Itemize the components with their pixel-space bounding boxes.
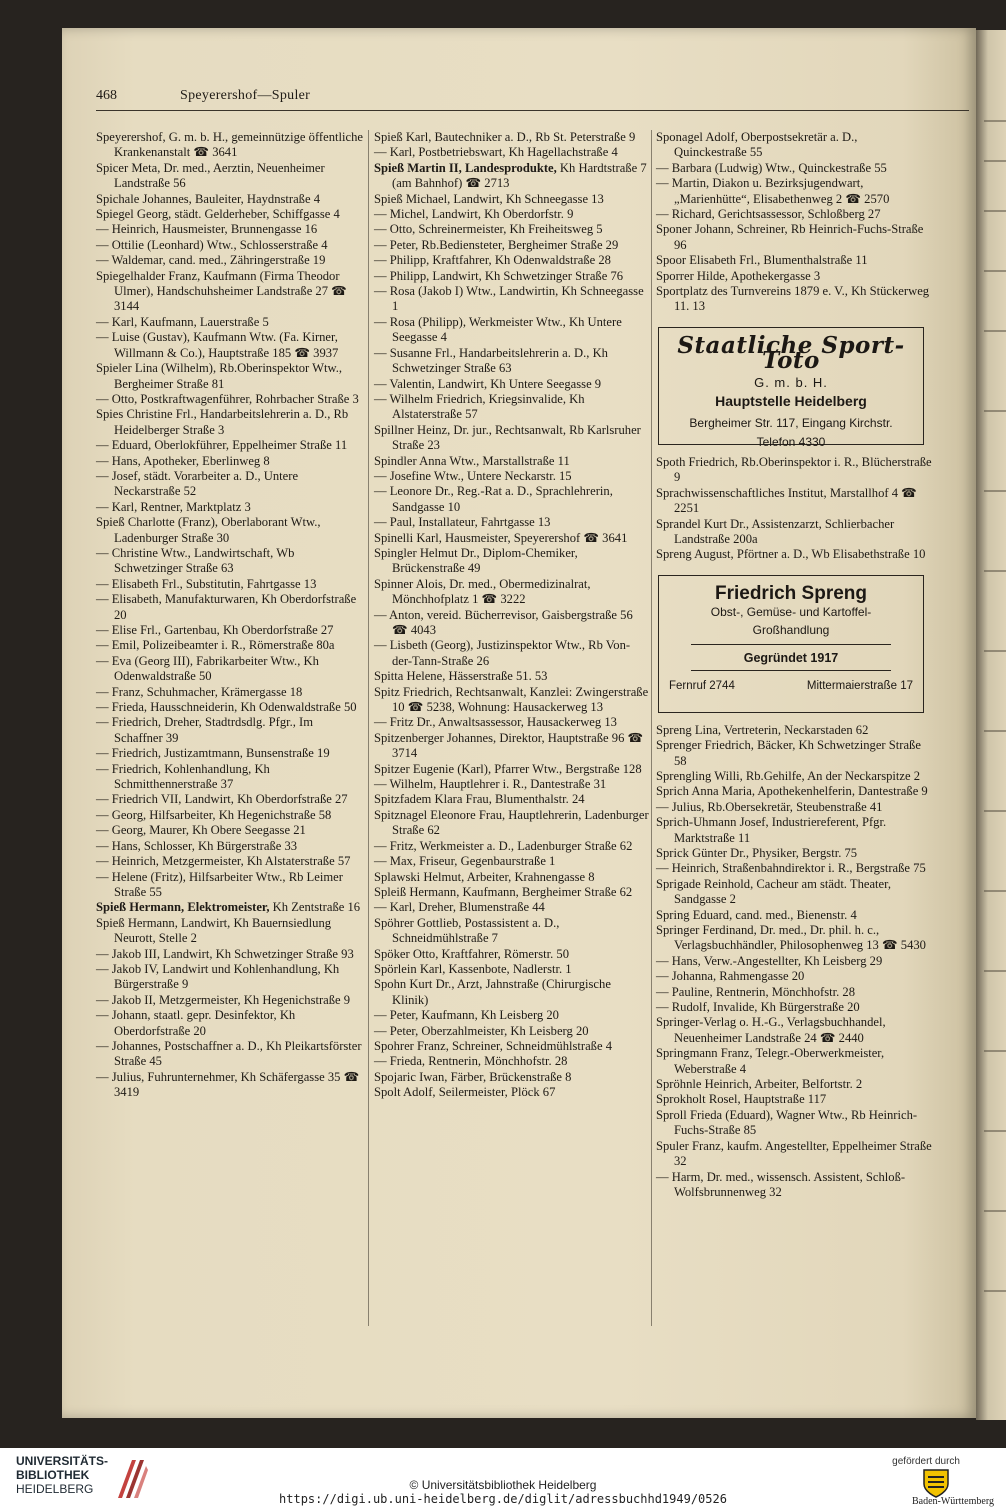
directory-entry: — Otto, Schreinermeister, Kh Freiheitsweg 5 [374,222,603,237]
directory-entry: — Friedrich VII, Landwirt, Kh Oberdorfstraße 27 [96,792,348,807]
directory-entry: Spichale Johannes, Bauleiter, Haydnstraße 4 [96,191,321,206]
directory-entry: Spieler Lina (Wilhelm), Rb.Oberinspektor Wtw., Bergheimer Straße 81 [96,361,343,391]
directory-entry: — Peter, Rb.Bediensteter, Bergheimer Straße 29 [374,237,619,252]
directory-entry: Spörlein Karl, Kassenbote, Nadlerstr. 1 [374,961,572,976]
directory-entry: — Heinrich, Hausmeister, Brunnengasse 16 [96,222,318,237]
directory-entry: Sporrer Hilde, Apothekergasse 3 [656,268,821,283]
directory-entry: — Hans, Schlosser, Kh Bürgerstraße 33 [96,838,298,853]
ad-phone: Fernruf 2744 [669,680,735,693]
directory-entry: — Philipp, Landwirt, Kh Schwetzinger Straße 76 [374,268,624,283]
ad-description-1: Obst-, Gemüse- und Kartoffel- [710,605,872,620]
directory-entry: — Eva (Georg III), Fabrikarbeiter Wtw., Kh Odenwaldstraße 50 [96,653,319,684]
directory-entry: Spröhnle Heinrich, Arbeiter, Belfortstr. 2 [656,1077,863,1092]
directory-entry: Sprich Anna Maria, Apothekenhelferin, Dantestraße 9 [656,784,928,799]
directory-entry: Spinner Alois, Dr. med., Obermedizinalrat, Mönchhofplatz 1 ☎ 3222 [374,576,591,607]
column-3-bottom-list [656,723,932,1201]
directory-entry: — Leonore Dr., Reg.-Rat a. D., Sprachlehrerin, Sandgasse 10 [374,484,613,514]
entry-bold-name: Spieß Martin II, Landesprodukte, [374,160,557,175]
directory-entry: — Elisabeth Frl., Substitutin, Fahrtgasse 13 [96,576,317,591]
directory-entry: — Helene (Fritz), Hilfsarbeiter Wtw., Rb Leimer Straße 55 [96,869,343,899]
ad-address: Bergheimer Str. 117, Eingang Kirchstr. [689,415,893,430]
entry-bold-name: Spieß Hermann, Elektromeister, [96,900,270,915]
directory-entry: Spreng Lina, Vertreterin, Neckarstaden 62 [656,722,869,737]
directory-entry [374,161,650,192]
directory-entry: — Pauline, Rentnerin, Mönchhofstr. 28 [656,984,856,999]
directory-entry: Spitta Helene, Hässerstraße 51. 53 [374,669,548,684]
directory-entry: — Karl, Rentner, Marktplatz 3 [96,499,251,514]
directory-entry: — Friedrich, Justizamtmann, Bunsenstraße 19 [96,746,330,761]
directory-entry: — Johannes, Postschaffner a. D., Kh Pleikartsförster Straße 45 [96,1038,362,1069]
directory-entry: — Waldemar, cand. med., Zähringerstraße 19 [96,253,326,268]
directory-entry: Spolt Adolf, Seilermeister, Plöck 67 [374,1085,556,1100]
directory-entry: Spieß Michael, Landwirt, Kh Schneegasse 13 [374,191,604,206]
directory-entry: — Karl, Kaufmann, Lauerstraße 5 [96,314,269,329]
ad-contact [659,671,923,694]
directory-entry: — Ottilie (Leonhard) Wtw., Schlosserstraße 4 [96,237,328,252]
directory-entry: Spiegelhalder Franz, Kaufmann (Firma Theodor Ulmer), Handschuhsheimer Landstraße 27 ☎ 3144 [96,268,347,314]
ad-office: Hauptstelle Heidelberg [715,393,867,410]
directory-entry: — Christine Wtw., Landwirtschaft, Wb Schwetzinger Straße 63 [96,545,295,576]
column-3 [656,130,932,1200]
viewer-footer [0,1448,1006,1506]
permalink-url[interactable]: https://digi.ub.uni-heidelberg.de/diglit/adressbuchhd1949/0526 [279,1492,727,1506]
directory-entry: Spojaric Iwan, Färber, Brückenstraße 8 [374,1069,572,1084]
directory-entry: — Wilhelm Friedrich, Kriegsinvalide, Kh Alstaterstraße 57 [374,391,585,422]
directory-entry: — Julius, Fuhrunternehmer, Kh Schäfergasse 35 ☎ 3419 [96,1069,360,1100]
directory-entry: Spieß Hermann, Landwirt, Kh Bauernsiedlung Neurott, Stelle 2 [96,915,332,946]
directory-entry: — Karl, Postbetriebswart, Kh Hagellachstraße 4 [374,145,618,160]
directory-entry: Spreng August, Pförtner a. D., Wb Elisabethstraße 10 [656,547,926,562]
directory-entry: Spicer Meta, Dr. med., Aerztin, Neuenheimer Landstraße 56 [96,160,325,191]
directory-entry: — Josef, städt. Vorarbeiter a. D., Untere Neckarstraße 52 [96,468,299,499]
directory-entry: Sponer Johann, Schreiner, Rb Heinrich-Fuchs-Straße 96 [656,222,924,252]
directory-entry: Spitzenberger Johannes, Direktor, Hauptstraße 96 ☎ 3714 [374,730,644,761]
directory-entry: Spieß Charlotte (Franz), Oberlaborant Wtw., Ladenburger Straße 30 [96,515,321,545]
directory-entry: Spies Christine Frl., Handarbeitslehrerin a. D., Rb Heidelberger Straße 3 [96,407,349,437]
directory-entry: Sportplatz des Turnvereins 1879 e. V., Kh Stückerweg 11. 13 [656,284,930,314]
directory-entry: — Michel, Landwirt, Kh Oberdorfstr. 9 [374,207,574,222]
directory-entry: — Johann, staatl. gepr. Desinfektor, Kh Oberdorfstraße 20 [96,1008,296,1038]
directory-entry: — Emil, Polizeibeamter i. R., Römerstraße 80a [96,638,335,653]
directory-entry: Sprenger Friedrich, Bäcker, Kh Schwetzinger Straße 58 [656,738,921,768]
directory-entry: Sprigade Reinhold, Cacheur am städt. Theater, Sandgasse 2 [656,876,891,907]
running-title: Speyerershof—Spuler [180,88,311,103]
directory-entry: — Luise (Gustav), Kaufmann Wtw. (Fa. Kirner, Willmann & Co.), Hauptstraße 185 ☎ 3937 [96,330,339,360]
directory-entry: — Paul, Installateur, Fahrtgasse 13 [374,515,551,530]
entry-rest: Kh Zentstraße 16 [269,900,361,915]
directory-entry: Spöhrer Gottlieb, Postassistent a. D., Schneidmühlstraße 7 [374,915,560,946]
directory-entry: — Max, Friseur, Gegenbaurstraße 1 [374,854,556,869]
adjacent-page-edge [976,30,1006,1420]
directory-entry: — Wilhelm, Hauptlehrer i. R., Dantestraße 31 [374,777,607,792]
baden-wuerttemberg-coat-of-arms-icon [920,1468,952,1498]
directory-entry: Spöker Otto, Kraftfahrer, Römerstr. 50 [374,946,569,961]
directory-entry: Sprich-Uhmann Josef, Industriereferent, Pfgr. Marktstraße 11 [656,815,887,845]
directory-entry: — Heinrich, Metzgermeister, Kh Alstaterstraße 57 [96,854,351,869]
directory-entry: Sproll Frieda (Eduard), Wagner Wtw., Rb Heinrich-Fuchs-Straße 85 [656,1107,918,1138]
directory-entry: Spleiß Hermann, Kaufmann, Bergheimer Straße 62 [374,884,633,899]
copyright-notice: © Universitätsbibliothek Heidelberg [409,1478,597,1492]
directory-entry: Sprandel Kurt Dr., Assistenzarzt, Schlierbacher Landstraße 200a [656,516,895,546]
directory-entry: — Frieda, Hausschneiderin, Kh Odenwaldstraße 50 [96,700,357,715]
directory-entry: — Harm, Dr. med., wissensch. Assistent, Schloß-Wolfsbrunnenweg 32 [656,1169,906,1199]
directory-entry: Sprick Günter Dr., Physiker, Bergstr. 75 [656,845,858,860]
directory-entry: Spoth Friedrich, Rb.Oberinspektor i. R., Blücherstraße 9 [656,454,932,485]
directory-entry: Spindler Anna Wtw., Marstallstraße 11 [374,453,570,468]
directory-entry: — Richard, Gerichtsassessor, Schloßberg 27 [656,207,881,222]
ad-company-form: G. m. b. H. [754,374,828,390]
directory-entry: — Susanne Frl., Handarbeitslehrerin a. D., Kh Schwetzinger Straße 63 [374,345,608,376]
directory-entry: Springmann Franz, Telegr.-Oberwerkmeister, Weberstraße 4 [656,1046,885,1076]
column-1 [96,130,364,1101]
directory-entry: Springer Ferdinand, Dr. med., Dr. phil. h. c., Verlagsbuchhändler, Philosophenweg 13 ☎ 5430 [656,923,926,953]
column-divider [651,130,652,1326]
directory-entry: — Hans, Verw.-Angestellter, Kh Leisberg 29 [656,953,883,968]
directory-entry: — Anton, vereid. Bücherrevisor, Gaisbergstraße 56 ☎ 4043 [374,607,633,637]
directory-entry: — Georg, Hilfsarbeiter, Kh Hegenichstraße 58 [96,807,332,822]
ad-title: Staatliche Sport-Toto [677,331,905,375]
ad-address: Mittermaierstraße 17 [806,680,913,693]
directory-entry: — Jakob IV, Landwirt und Kohlenhandlung, Kh Bürgerstraße 9 [96,961,340,992]
state-label: Baden-Württemberg [911,1496,994,1507]
ad-title: Friedrich Spreng [714,582,868,604]
entry-rest: Kh Hardtstraße 7 (am Bahnhof) ☎ 2713 [392,160,647,191]
directory-entry: — Eduard, Oberlokführer, Eppelheimer Straße 11 [96,438,348,453]
directory-entry: Spitzfadem Klara Frau, Blumenthalstr. 24 [374,792,585,807]
directory-entry: Sprachwissenschaftliches Institut, Marstallhof 4 ☎ 2251 [656,485,917,516]
column-3-top-list [656,130,932,315]
directory-entry: Spiegel Georg, städt. Gelderheber, Schiffgasse 4 [96,207,340,222]
directory-entry: Speyerershof, G. m. b. H., gemeinnützige öffentliche Krankenanstalt ☎ 3641 [96,130,363,160]
directory-entry: Spohn Kurt Dr., Arzt, Jahnstraße (Chirurgische Klinik) [374,977,611,1007]
directory-entry: — Barbara (Ludwig) Wtw., Quinckestraße 55 [656,160,887,175]
directory-entry: — Georg, Maurer, Kh Obere Seegasse 21 [96,823,306,838]
directory-entry: — Karl, Dreher, Blumenstraße 44 [374,900,545,915]
directory-entry: Spitz Friedrich, Rechtsanwalt, Kanzlei: Zwingerstraße 10 ☎ 5238, Wohnung: Hausackerweg 13 [374,684,649,715]
directory-entry: — Julius, Rb.Obersekretär, Steubenstraße 41 [656,799,883,814]
directory-entry: — Fritz Dr., Anwaltsassessor, Hausackerweg 13 [374,715,617,730]
directory-entry: Spingler Helmut Dr., Diplom-Chemiker, Brückenstraße 49 [374,545,578,576]
directory-entry: Spillner Heinz, Dr. jur., Rechtsanwalt, Rb Karlsruher Straße 23 [374,422,641,453]
directory-entry: Spitznagel Eleonore Frau, Hauptlehrerin, Ladenburger Straße 62 [374,807,649,838]
directory-entry: — Otto, Postkraftwagenführer, Rohrbacher Straße 3 [96,391,359,406]
directory-entry: — Elisabeth, Manufakturwaren, Kh Oberdorfstraße 20 [96,592,357,622]
directory-entry: — Hans, Apotheker, Eberlinweg 8 [96,453,270,468]
advertisement-sport-toto [658,327,924,449]
ad-description-2: Großhandlung [752,622,830,637]
directory-entry: — Valentin, Landwirt, Kh Untere Seegasse 9 [374,376,602,391]
logo-text-line-3: HEIDELBERG [16,1482,94,1496]
directory-entry: — Peter, Kaufmann, Kh Leisberg 20 [374,1008,559,1023]
directory-entry: Splawski Helmut, Arbeiter, Krahnengasse 8 [374,869,595,884]
logo-text-line-2: BIBLIOTHEK [16,1468,90,1482]
advertisement-spreng [658,575,924,713]
directory-entry: Spoor Elisabeth Frl., Blumenthalstraße 11 [656,253,868,268]
ad-founded: Gegründet 1917 [743,650,839,665]
directory-entry: — Franz, Schuhmacher, Krämergasse 18 [96,684,303,699]
directory-entry [96,900,364,915]
column-divider [368,130,369,1326]
ad-divider [691,644,891,645]
directory-entry: — Rudolf, Invalide, Kh Bürgerstraße 20 [656,1000,860,1015]
directory-entry: — Friedrich, Dreher, Stadtrdsdlg. Pfgr., Im Schaffner 39 [96,715,314,745]
directory-entry: — Heinrich, Straßenbahndirektor i. R., Bergstraße 75 [656,861,926,876]
directory-entry: Spuler Franz, kaufm. Angestellter, Eppelheimer Straße 32 [656,1138,932,1169]
directory-entry: — Rosa (Jakob I) Wtw., Landwirtin, Kh Schneegasse 1 [374,284,644,314]
directory-entry: Sponagel Adolf, Oberpostsekretär a. D., Quinckestraße 55 [656,130,858,160]
directory-entry: Sprengling Willi, Rb.Gehilfe, An der Neckarspitze 2 [656,768,921,783]
directory-entry: — Jakob II, Metzgermeister, Kh Hegenichstraße 9 [96,992,351,1007]
page-number: 468 [96,88,117,103]
directory-entry: — Rosa (Philipp), Werkmeister Wtw., Kh Untere Seegasse 4 [374,314,622,345]
directory-entry: — Lisbeth (Georg), Justizinspektor Wtw., Rb Von-der-Tann-Straße 26 [374,638,631,668]
directory-entry: — Frieda, Rentnerin, Mönchhofstr. 28 [374,1054,568,1069]
ad-phone: Telefon 4330 [756,434,826,449]
directory-entry: — Johanna, Rahmengasse 20 [656,969,805,984]
directory-entry: — Fritz, Werkmeister a. D., Ladenburger Straße 62 [374,838,633,853]
directory-entry: — Josefine Wtw., Untere Neckarstr. 15 [374,468,572,483]
funding-note: gefördert durch [892,1456,960,1467]
directory-entry: — Philipp, Kraftfahrer, Kh Odenwaldstraße 28 [374,253,611,268]
directory-entry: Spring Eduard, cand. med., Bienenstr. 4 [656,907,857,922]
directory-entry: Sprokholt Rosel, Hauptstraße 117 [656,1092,827,1107]
column-3-mid-list [656,455,932,563]
directory-entry: — Martin, Diakon u. Bezirksjugendwart, „Marienhütte“, Elisabethenweg 2 ☎ 2570 [656,176,890,206]
directory-entry: — Peter, Oberzahlmeister, Kh Leisberg 20 [374,1023,589,1038]
directory-entry: Spohrer Franz, Schreiner, Schneidmühlstraße 4 [374,1038,613,1053]
directory-entry: — Friedrich, Kohlenhandlung, Kh Schmitthennerstraße 37 [96,761,270,792]
logo-text-line-1: UNIVERSITÄTS- [16,1454,109,1468]
directory-entry: Spinelli Karl, Hausmeister, Speyerershof ☎ 3641 [374,530,628,545]
directory-entry: — Jakob III, Landwirt, Kh Schwetzinger Straße 93 [96,946,354,961]
page-header [96,88,969,111]
directory-entry: — Elise Frl., Gartenbau, Kh Oberdorfstraße 27 [96,623,334,637]
directory-entry: Spitzer Eugenie (Karl), Pfarrer Wtw., Bergstraße 128 [374,761,642,776]
directory-entry: Springer-Verlag o. H.-G., Verlagsbuchhandel, Neuenheimer Landstraße 24 ☎ 2440 [656,1015,886,1045]
column-2 [374,130,650,1101]
directory-entry: Spieß Karl, Bautechniker a. D., Rb St. Peterstraße 9 [374,130,636,144]
